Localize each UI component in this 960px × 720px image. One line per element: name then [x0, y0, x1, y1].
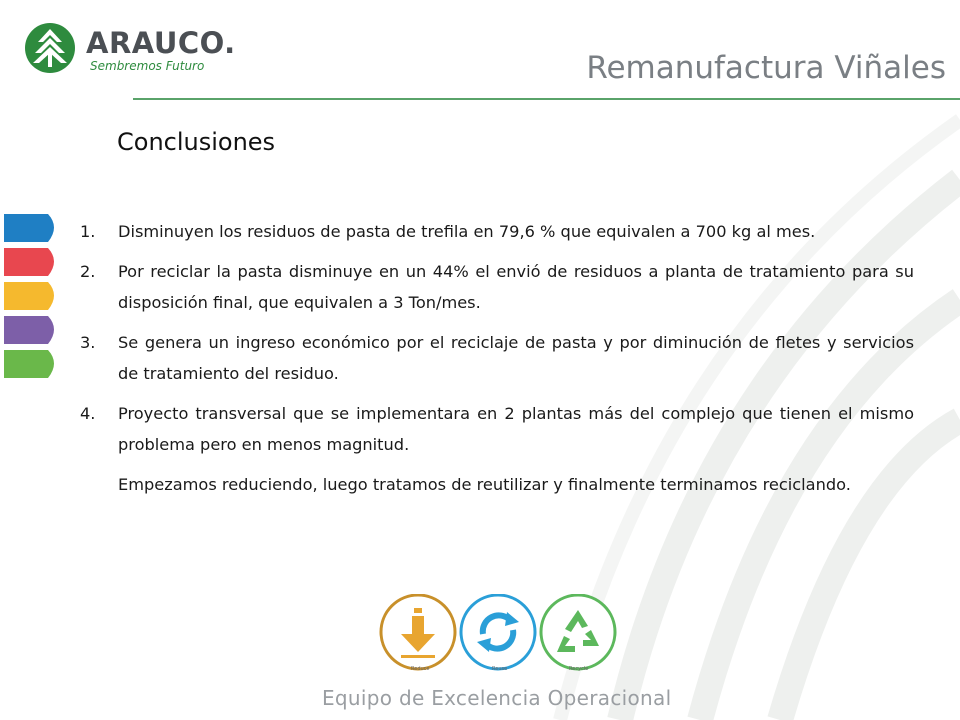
reuse-icon: [461, 595, 535, 669]
reduce-caption: Reduce: [411, 666, 430, 672]
slide-title: Conclusiones: [117, 128, 276, 156]
side-tabs: [4, 212, 64, 382]
item-text: Proyecto transversal que se implementara en 2 plantas más del complejo que tienen el mismo problema pero en menos magnitud.: [118, 404, 914, 454]
recycle-caption: Recycle: [569, 666, 589, 672]
header-divider: [133, 98, 960, 100]
arauco-logo: [24, 22, 234, 78]
side-tab: [4, 282, 54, 310]
conclusions-list: [80, 216, 914, 500]
list-item: [80, 398, 914, 460]
side-tab: [4, 316, 54, 344]
item-text: Disminuyen los residuos de pasta de trefila en 79,6 % que equivalen a 700 kg al mes.: [118, 222, 816, 241]
closing-statement: Empezamos reduciendo, luego tratamos de reutilizar y finalmente terminamos reciclando.: [118, 475, 851, 494]
side-tab: [4, 214, 54, 242]
rrr-icons: [379, 594, 619, 674]
item-number: 1.: [80, 222, 96, 241]
item-text: Se genera un ingreso económico por el reciclaje de pasta y por diminución de fletes y servicios de tratamiento del residuo.: [118, 333, 914, 383]
side-tab: [4, 350, 54, 378]
reuse-caption: Reuse: [492, 666, 508, 672]
document-title: Remanufactura Viñales: [586, 50, 946, 86]
side-tab: [4, 248, 54, 276]
item-number: 3.: [80, 333, 96, 352]
brand-tagline: Sembremos Futuro: [90, 59, 205, 73]
arauco-tree-icon: [24, 22, 76, 74]
item-number: 2.: [80, 262, 96, 281]
list-item: [80, 216, 914, 247]
item-number: 4.: [80, 404, 96, 423]
recycle-icon: [541, 595, 615, 669]
item-text: Por reciclar la pasta disminuye en un 44% el envió de residuos a planta de tratamiento para su disposición final, que equivalen a 3 Ton/mes.: [118, 262, 914, 312]
footer-text: Equipo de Excelencia Operacional: [322, 686, 672, 710]
brand-name: ARAUCO.: [86, 26, 236, 60]
list-item: [80, 256, 914, 318]
reduce-icon: [381, 595, 455, 669]
list-item: [80, 327, 914, 389]
